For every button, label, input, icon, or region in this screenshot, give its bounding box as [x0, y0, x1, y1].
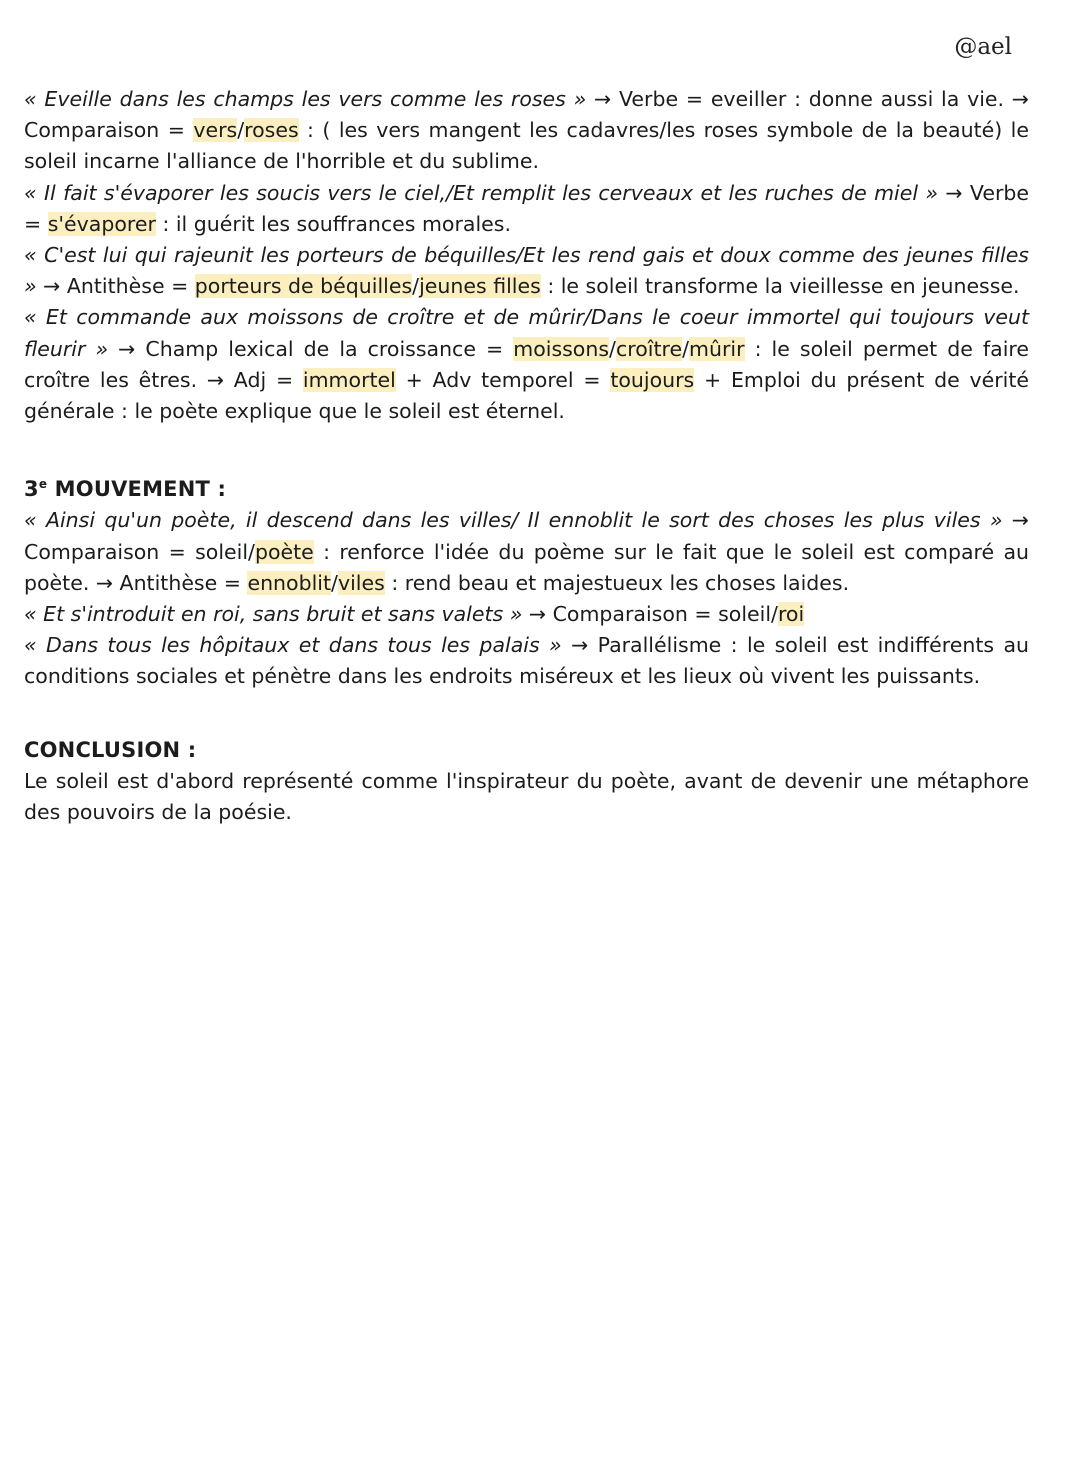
paragraph-evaporer	[24, 178, 1029, 240]
text: → Champ lexical de la croissance =	[108, 336, 514, 361]
paragraph-poete	[24, 505, 1029, 599]
heading-superscript: e	[38, 477, 48, 492]
text: /	[237, 118, 245, 143]
text: : le soleil permet de faire croître les êtres. → Adj =	[24, 336, 1029, 392]
text: → Comparaison = soleil/	[24, 508, 1029, 564]
text: → Parallélisme : le soleil est indifférents au conditions sociales et pénètre dans les endroits miséreux et les lieux où vivent les puissants.	[24, 633, 1030, 689]
heading-text: MOUVEMENT :	[47, 477, 227, 502]
paragraph-moissons	[24, 302, 1029, 427]
text: : il guérit les souffrances morales.	[155, 211, 511, 236]
author-handle: @ael	[954, 34, 1012, 60]
highlight: poète	[254, 539, 314, 564]
paragraph-rajeunit	[24, 240, 1029, 302]
highlight: roi	[777, 602, 805, 627]
section-heading-conclusion: CONCLUSION :	[24, 737, 197, 762]
highlight: s'évaporer	[47, 211, 156, 236]
highlight: roses	[244, 118, 299, 143]
quote: « Eveille dans les champs les vers comme les roses »	[24, 87, 587, 111]
highlight: croître	[615, 336, 683, 361]
quote: « Et s'introduit en roi, sans bruit et sans valets »	[24, 602, 523, 627]
text: + Adv temporel =	[395, 367, 611, 392]
text: /	[331, 570, 338, 595]
paragraph-eveille	[24, 84, 1029, 178]
quote: « Ainsi qu'un poète, il descend dans les villes/ Il ennoblit le sort des choses les plus viles »	[24, 508, 1003, 533]
highlight: mûrir	[689, 336, 745, 361]
text: → Verbe = eveiller : donne aussi la vie. → Comparaison =	[24, 87, 1029, 143]
quote: « C'est lui qui rajeunit les porteurs de béquilles/Et les rend gais et doux comme des jeunes filles »	[24, 243, 1029, 299]
text: → Comparaison = soleil/	[522, 602, 778, 627]
text: /	[412, 274, 420, 299]
highlight: moissons	[513, 336, 610, 361]
highlight: toujours	[610, 367, 695, 392]
text: /	[609, 336, 616, 361]
quote: « Dans tous les hôpitaux et dans tous les palais »	[24, 633, 562, 658]
text: /	[682, 336, 689, 361]
paragraph-conclusion: Le soleil est d'abord représenté comme l'inspirateur du poète, avant de devenir une métaphore des pouvoirs de la poésie.	[24, 768, 1029, 825]
text: → Verbe =	[24, 180, 1029, 236]
highlight: immortel	[302, 367, 396, 392]
quote: « Il fait s'évaporer les soucis vers le ciel,/Et remplit les cerveaux et les ruches de miel »	[24, 180, 939, 205]
paragraph-roi	[24, 599, 1029, 630]
highlight: jeunes filles	[419, 274, 541, 299]
highlight: viles	[337, 570, 385, 595]
text: : ( les vers mangent les cadavres/les roses symbole de la beauté) le soleil incarne l'alliance de l'horrible et du sublime.	[24, 118, 1029, 174]
text: + Emploi du présent de vérité générale : le poète explique que le soleil est éternel.	[24, 367, 1029, 424]
paragraph-hopitaux	[24, 630, 1029, 692]
heading-number: 3	[24, 477, 39, 502]
highlight: porteurs de béquilles	[194, 274, 413, 299]
text: → Antithèse =	[36, 274, 195, 299]
document-body	[24, 84, 1029, 828]
text: : rend beau et majestueux les choses laides.	[384, 570, 850, 595]
quote: « Et commande aux moissons de croître et de mûrir/Dans le coeur immortel qui toujours veut fleurir »	[24, 305, 1029, 361]
text: : renforce l'idée du poème sur le fait que le soleil est comparé au poète. → Antithèse =	[24, 539, 1029, 595]
highlight: vers	[193, 118, 238, 143]
highlight: ennoblit	[247, 570, 332, 595]
text: : le soleil transforme la vieillesse en jeunesse.	[540, 274, 1020, 299]
section-heading-3e-mouvement	[24, 469, 1029, 505]
